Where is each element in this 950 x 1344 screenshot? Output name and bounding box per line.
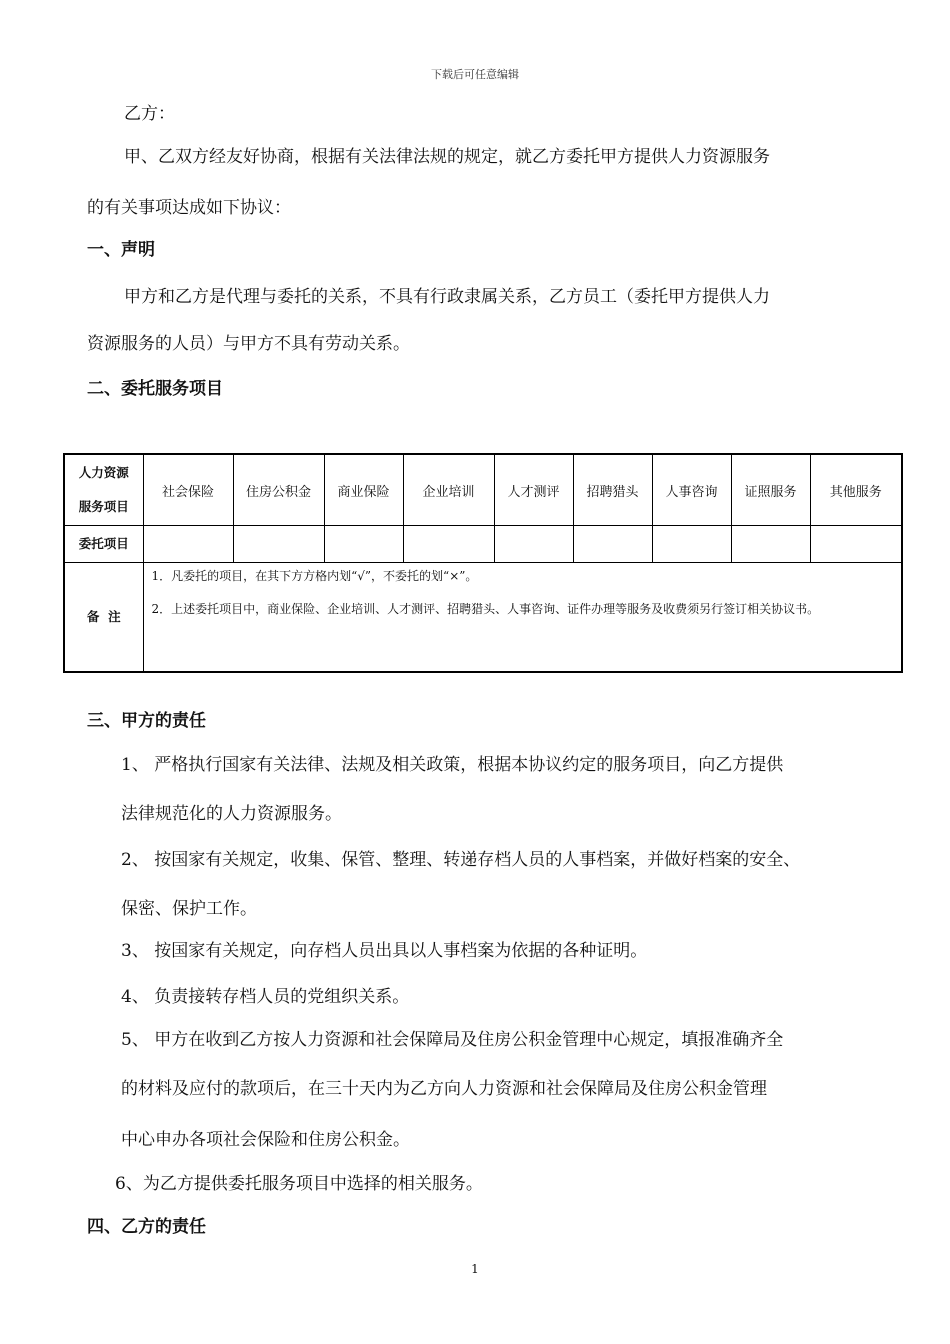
entrust-row <box>64 526 902 563</box>
party-b-label: 乙方： <box>124 104 175 124</box>
section-3-item-5-line-3: 中心申办各项社会保险和住房公积金。 <box>121 1130 410 1150</box>
section-3-item-6: 6、为乙方提供委托服务项目中选择的相关服务。 <box>115 1174 483 1194</box>
section-3-item-3: 3、 按国家有关规定，向存档人员出具以人事档案为依据的各种证明。 <box>121 941 648 961</box>
section-3-item-1-line-1: 1、 严格执行国家有关法律、法规及相关政策，根据本协议约定的服务项目，向乙方提供 <box>121 755 784 775</box>
service-social-insurance: 社会保险 <box>143 454 233 526</box>
service-commercial-insurance: 商业保险 <box>324 454 403 526</box>
service-corporate-training: 企业培训 <box>403 454 494 526</box>
service-talent-assessment: 人才测评 <box>494 454 573 526</box>
section-2-title: 二、委托服务项目 <box>87 379 223 399</box>
note-2: 2．上述委托项目中，商业保险、企业培训、人才测评、招聘猎头、人事咨询、证件办理等服务及收费须另行签订相关协议书。 <box>151 602 820 616</box>
service-table <box>63 453 903 673</box>
entrust-cell-housing-fund[interactable] <box>233 526 324 563</box>
page-number: 1 <box>471 1262 479 1276</box>
service-items-header-line-1: 人力资源 <box>78 465 129 480</box>
entrust-cell-recruitment[interactable] <box>573 526 652 563</box>
section-3-item-5-line-1: 5、 甲方在收到乙方按人力资源和社会保障局及住房公积金管理中心规定，填报准确齐全 <box>121 1030 784 1050</box>
section-1-line-1: 甲方和乙方是代理与委托的关系，不具有行政隶属关系，乙方员工（委托甲方提供人力 <box>124 287 770 307</box>
entrust-cell-talent-assessment[interactable] <box>494 526 573 563</box>
service-header-row <box>64 454 902 526</box>
service-items-header <box>64 454 143 526</box>
section-4-title: 四、乙方的责任 <box>87 1217 206 1237</box>
section-3-item-2-line-2: 保密、保护工作。 <box>121 899 257 919</box>
entrust-cell-hr-consulting[interactable] <box>652 526 731 563</box>
service-recruitment: 招聘猎头 <box>573 454 652 526</box>
page-header: 下载后可任意编辑 <box>431 68 519 81</box>
entrust-cell-corporate-training[interactable] <box>403 526 494 563</box>
section-3-title: 三、甲方的责任 <box>87 711 206 731</box>
notes-cell <box>143 563 902 673</box>
intro-line-2: 的有关事项达成如下协议： <box>87 198 291 218</box>
intro-line-1: 甲、乙双方经友好协商，根据有关法律法规的规定，就乙方委托甲方提供人力资源服务 <box>124 147 770 167</box>
section-1-line-2: 资源服务的人员）与甲方不具有劳动关系。 <box>87 334 410 354</box>
service-other: 其他服务 <box>810 454 902 526</box>
service-items-header-line-2: 服务项目 <box>78 499 129 514</box>
entrust-cell-commercial-insurance[interactable] <box>324 526 403 563</box>
entrust-header: 委托项目 <box>64 526 143 563</box>
notes-row <box>64 563 902 673</box>
entrust-cell-other[interactable] <box>810 526 902 563</box>
service-housing-fund: 住房公积金 <box>233 454 324 526</box>
section-3-item-2-line-1: 2、 按国家有关规定，收集、保管、整理、转递存档人员的人事档案，并做好档案的安全、 <box>121 850 801 870</box>
section-1-title: 一、声明 <box>87 240 155 260</box>
notes-header: 备 注 <box>64 563 143 673</box>
service-license: 证照服务 <box>731 454 810 526</box>
service-hr-consulting: 人事咨询 <box>652 454 731 526</box>
note-1: 1．凡委托的项目，在其下方方格内划“√”，不委托的划“×”。 <box>151 569 478 583</box>
entrust-cell-social-insurance[interactable] <box>143 526 233 563</box>
entrust-cell-license[interactable] <box>731 526 810 563</box>
section-3-item-5-line-2: 的材料及应付的款项后，在三十天内为乙方向人力资源和社会保障局及住房公积金管理 <box>121 1079 767 1099</box>
section-3-item-4: 4、 负责接转存档人员的党组织关系。 <box>121 987 410 1007</box>
section-3-item-1-line-2: 法律规范化的人力资源服务。 <box>121 804 342 824</box>
